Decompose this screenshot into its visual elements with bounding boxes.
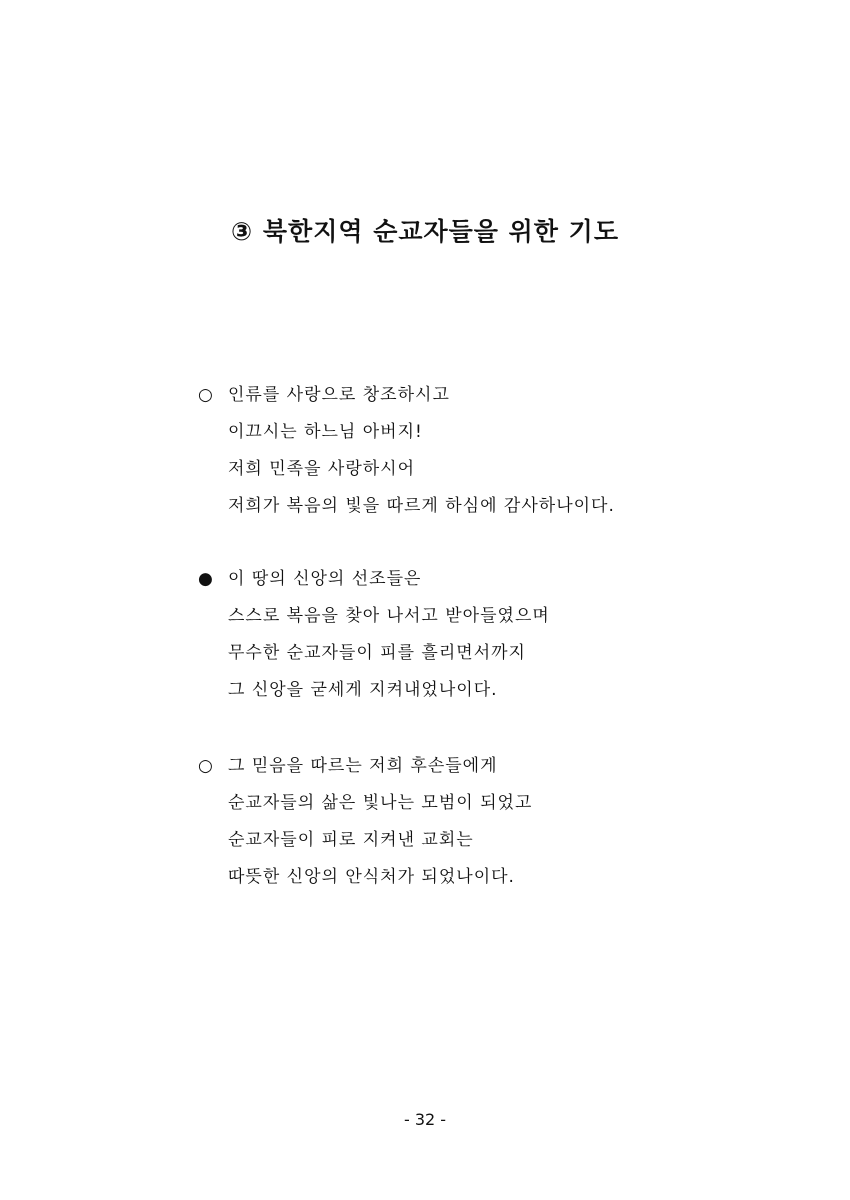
- stanza-line: [198, 561, 798, 598]
- filled-circle-icon: ●: [198, 569, 214, 589]
- stanza-line: 따뜻한 신앙의 안식처가 되었나이다.: [228, 867, 515, 887]
- hollow-circle-icon: ○: [198, 756, 214, 776]
- prayer-stanza-1: [198, 377, 798, 525]
- stanza-line: 이끄시는 하느님 아버지!: [228, 422, 423, 442]
- stanza-line-text: 이 땅의 신앙의 선조들은: [228, 569, 422, 589]
- stanza-line: [198, 377, 798, 414]
- stanza-line: 스스로 복음을 찾아 나서고 받아들였으며: [228, 606, 550, 626]
- stanza-line: 저희 민족을 사랑하시어: [228, 459, 416, 479]
- prayer-stanza-2: [198, 561, 798, 709]
- prayer-stanza-3: [198, 748, 798, 896]
- stanza-line: 순교자들이 피로 지켜낸 교회는: [228, 830, 474, 850]
- stanza-line: 저희가 복음의 빛을 따르게 하심에 감사하나이다.: [228, 496, 615, 516]
- stanza-line: 순교자들의 삶은 빛나는 모범이 되었고: [228, 793, 533, 813]
- stanza-line: 그 신앙을 굳세게 지켜내었나이다.: [228, 680, 498, 700]
- stanza-line-text: 그 믿음을 따르는 저희 후손들에게: [228, 756, 498, 776]
- page-title: ③ 북한지역 순교자들을 위한 기도: [231, 217, 619, 246]
- stanza-line-text: 인류를 사랑으로 창조하시고: [228, 385, 450, 405]
- page-number: - 32 -: [403, 1110, 447, 1129]
- stanza-line: [198, 748, 798, 785]
- hollow-circle-icon: ○: [198, 385, 214, 405]
- stanza-line: 무수한 순교자들이 피를 흘리면서까지: [228, 643, 526, 663]
